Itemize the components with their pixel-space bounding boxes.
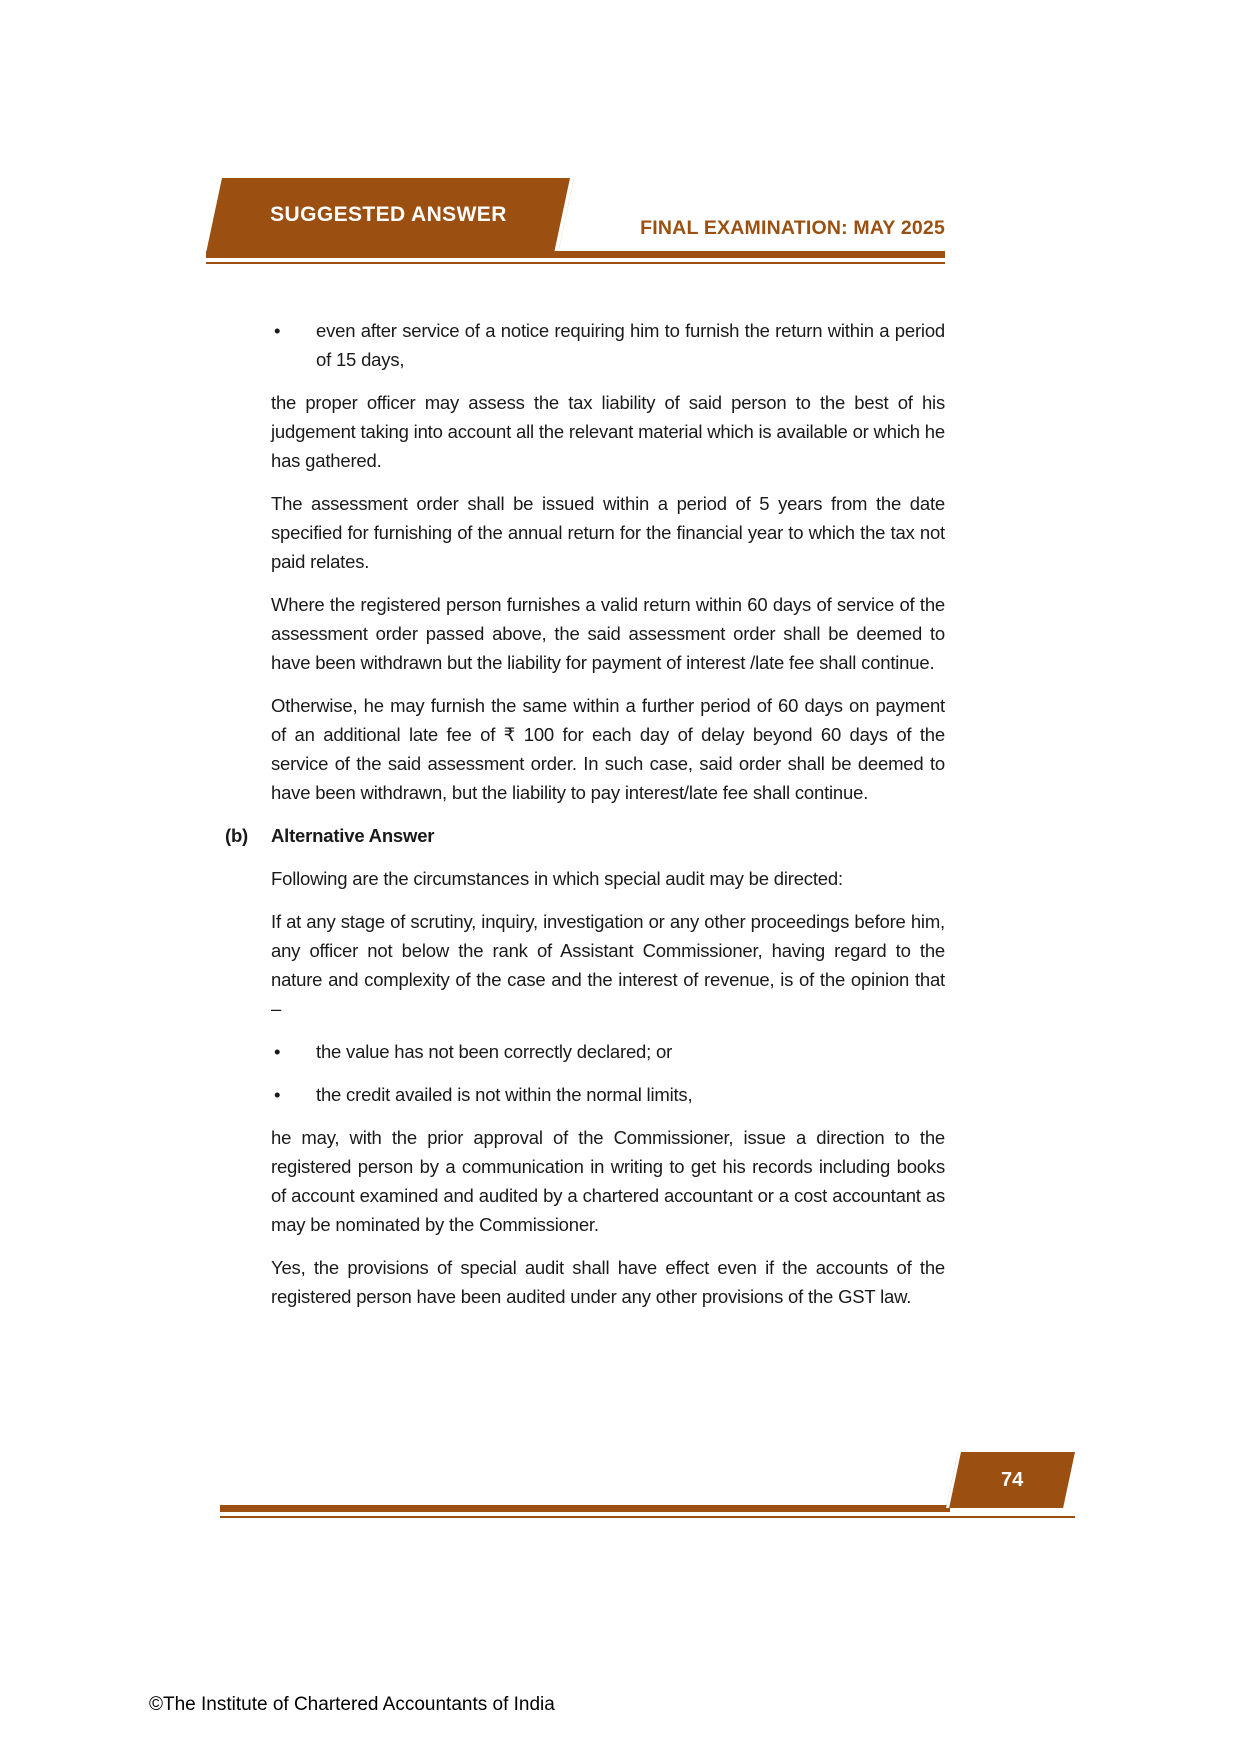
page-number-badge	[946, 1452, 1075, 1508]
bullet-text: the credit availed is not within the normal limits,	[316, 1084, 693, 1105]
footer-rule-thick	[220, 1505, 950, 1512]
bullet-item	[274, 1080, 945, 1109]
heading-marker: (b)	[225, 825, 249, 846]
bullet-item	[274, 316, 945, 374]
paragraph: Yes, the provisions of special audit shall have effect even if the accounts of the registered person have been audited under any other provisions of the GST law.	[271, 1257, 945, 1307]
answer-content	[225, 316, 945, 1325]
paragraph: the proper officer may assess the tax liability of said person to the best of his judgement taking into account all the relevant material which is available or which he has gathered.	[271, 392, 945, 471]
paragraph: Following are the circumstances in which special audit may be directed:	[271, 868, 843, 889]
footer-rule-thin	[220, 1516, 1075, 1518]
bullet-text: the value has not been correctly declared; or	[316, 1041, 673, 1062]
bullet-text: even after service of a notice requiring him to furnish the return within a period of 15 days,	[316, 320, 945, 370]
banner-label: SUGGESTED ANSWER	[269, 202, 507, 226]
suggested-answer-banner	[206, 178, 574, 251]
heading-label: Alternative Answer	[271, 825, 435, 846]
header-rule-thin	[206, 262, 945, 264]
exam-title: FINAL EXAMINATION: MAY 2025	[640, 217, 945, 239]
header-rule-thick	[206, 251, 945, 258]
paragraph: he may, with the prior approval of the Commissioner, issue a direction to the registered person by a communication in writing to get his records including books of account examined and audited by a chartered accountant or a cost accountant as may be nominated by the Commissioner.	[271, 1127, 945, 1235]
copyright-line: ©The Institute of Chartered Accountants of India	[149, 1694, 555, 1715]
paragraph: Otherwise, he may furnish the same within a further period of 60 days on payment of an additional late fee of ₹ 100 for each day of delay beyond 60 days of the service of the said assessment order. In such case, said order shall be deemed to have been withdrawn, but the liability to pay interest/late fee shall continue.	[271, 695, 945, 803]
paragraph: The assessment order shall be issued within a period of 5 years from the date specified for furnishing of the annual return for the financial year to which the tax not paid relates.	[271, 493, 945, 572]
bullet-icon: •	[274, 1041, 281, 1062]
paragraph: If at any stage of scrutiny, inquiry, investigation or any other proceedings before him, any officer not below the rank of Assistant Commissioner, having regard to the nature and complexity of the case and the interest of revenue, is of the opinion that –	[271, 911, 945, 1019]
section-heading	[225, 821, 945, 850]
bullet-icon: •	[274, 1084, 281, 1105]
paragraph: Where the registered person furnishes a valid return within 60 days of service of the assessment order passed above, the said assessment order shall be deemed to have been withdrawn but the liability for payment of interest /late fee shall continue.	[271, 594, 945, 673]
page-number: 74	[1000, 1468, 1024, 1491]
bullet-icon: •	[274, 320, 281, 341]
bullet-item	[274, 1037, 945, 1066]
